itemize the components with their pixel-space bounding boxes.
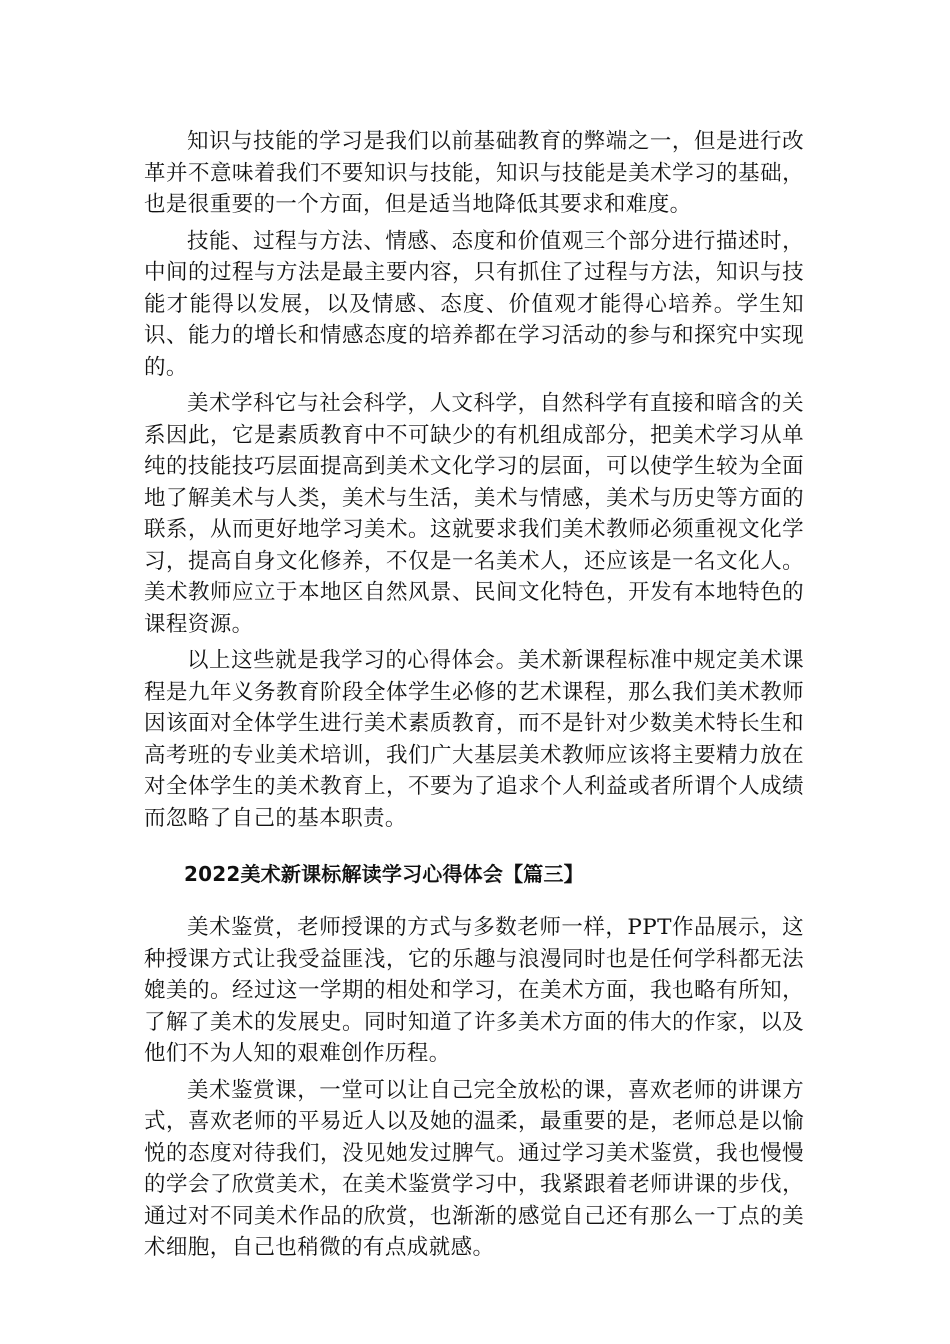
paragraph-process-methods: 技能、过程与方法、情感、态度和价值观三个部分进行描述时，中间的过程与方法是最主要内容，只有抓住了过程与方法，知识与技能才能得以发展，以及情感、态度、价值观才能得心培养。学生知识、能力的增长和情感态度的培养都在学习活动的参与和探究中实现的。	[144, 228, 804, 380]
paragraph-knowledge-skills: 知识与技能的学习是我们以前基础教育的弊端之一，但是进行改革并不意味着我们不要知识与技能，知识与技能是美术学习的基础，也是很重要的一个方面，但是适当地降低其要求和难度。	[144, 129, 804, 217]
paragraph-learning-summary: 以上这些就是我学习的心得体会。美术新课程标准中规定美术课程是九年义务教育阶段全体学生必修的艺术课程，那么我们美术教师因该面对全体学生进行美术素质教育，而不是针对少数美术特长生和高考班的专业美术培训，我们广大基层美术教师应该将主要精力放在对全体学生的美术教育上，不要为了追求个人利益或者所谓个人成绩而忽略了自己的基本职责。	[144, 648, 804, 831]
section-heading-part-three: 2022美术新课标解读学习心得体会【篇三】	[184, 862, 584, 886]
paragraph-art-appreciation: 美术鉴赏，老师授课的方式与多数老师一样，PPT作品展示，这种授课方式让我受益匪浅，它的乐趣与浪漫同时也是任何学科都无法媲美的。经过这一学期的相处和学习，在美术方面，我也略有所知，了解了美术的发展史。同时知道了许多美术方面的伟大的作家，以及他们不为人知的艰难创作历程。	[144, 915, 804, 1066]
paragraph-appreciation-class: 美术鉴赏课，一堂可以让自己完全放松的课，喜欢老师的讲课方式，喜欢老师的平易近人以及她的温柔，最重要的是，老师总是以愉悦的态度对待我们，没见她发过脾气。通过学习美术鉴赏，我也慢慢的学会了欣赏美术，在美术鉴赏学习中，我紧跟着老师讲课的步伐，通过对不同美术作品的欣赏，也渐渐的感觉自己还有那么一丁点的美术细胞，自己也稍微的有点成就感。	[144, 1077, 804, 1260]
document-body	[144, 126, 804, 1269]
paragraph-art-discipline: 美术学科它与社会科学，人文科学，自然科学有直接和暗含的关系因此，它是素质教育中不可缺少的有机组成部分，把美术学习从单纯的技能技巧层面提高到美术文化学习的层面，可以使学生较为全面地了解美术与人类，美术与生活，美术与情感，美术与历史等方面的联系，从而更好地学习美术。这就要求我们美术教师必须重视文化学习，提高自身文化修养，不仅是一名美术人，还应该是一名文化人。美术教师应立于本地区自然风景、民间文化特色，开发有本地特色的课程资源。	[144, 391, 804, 637]
